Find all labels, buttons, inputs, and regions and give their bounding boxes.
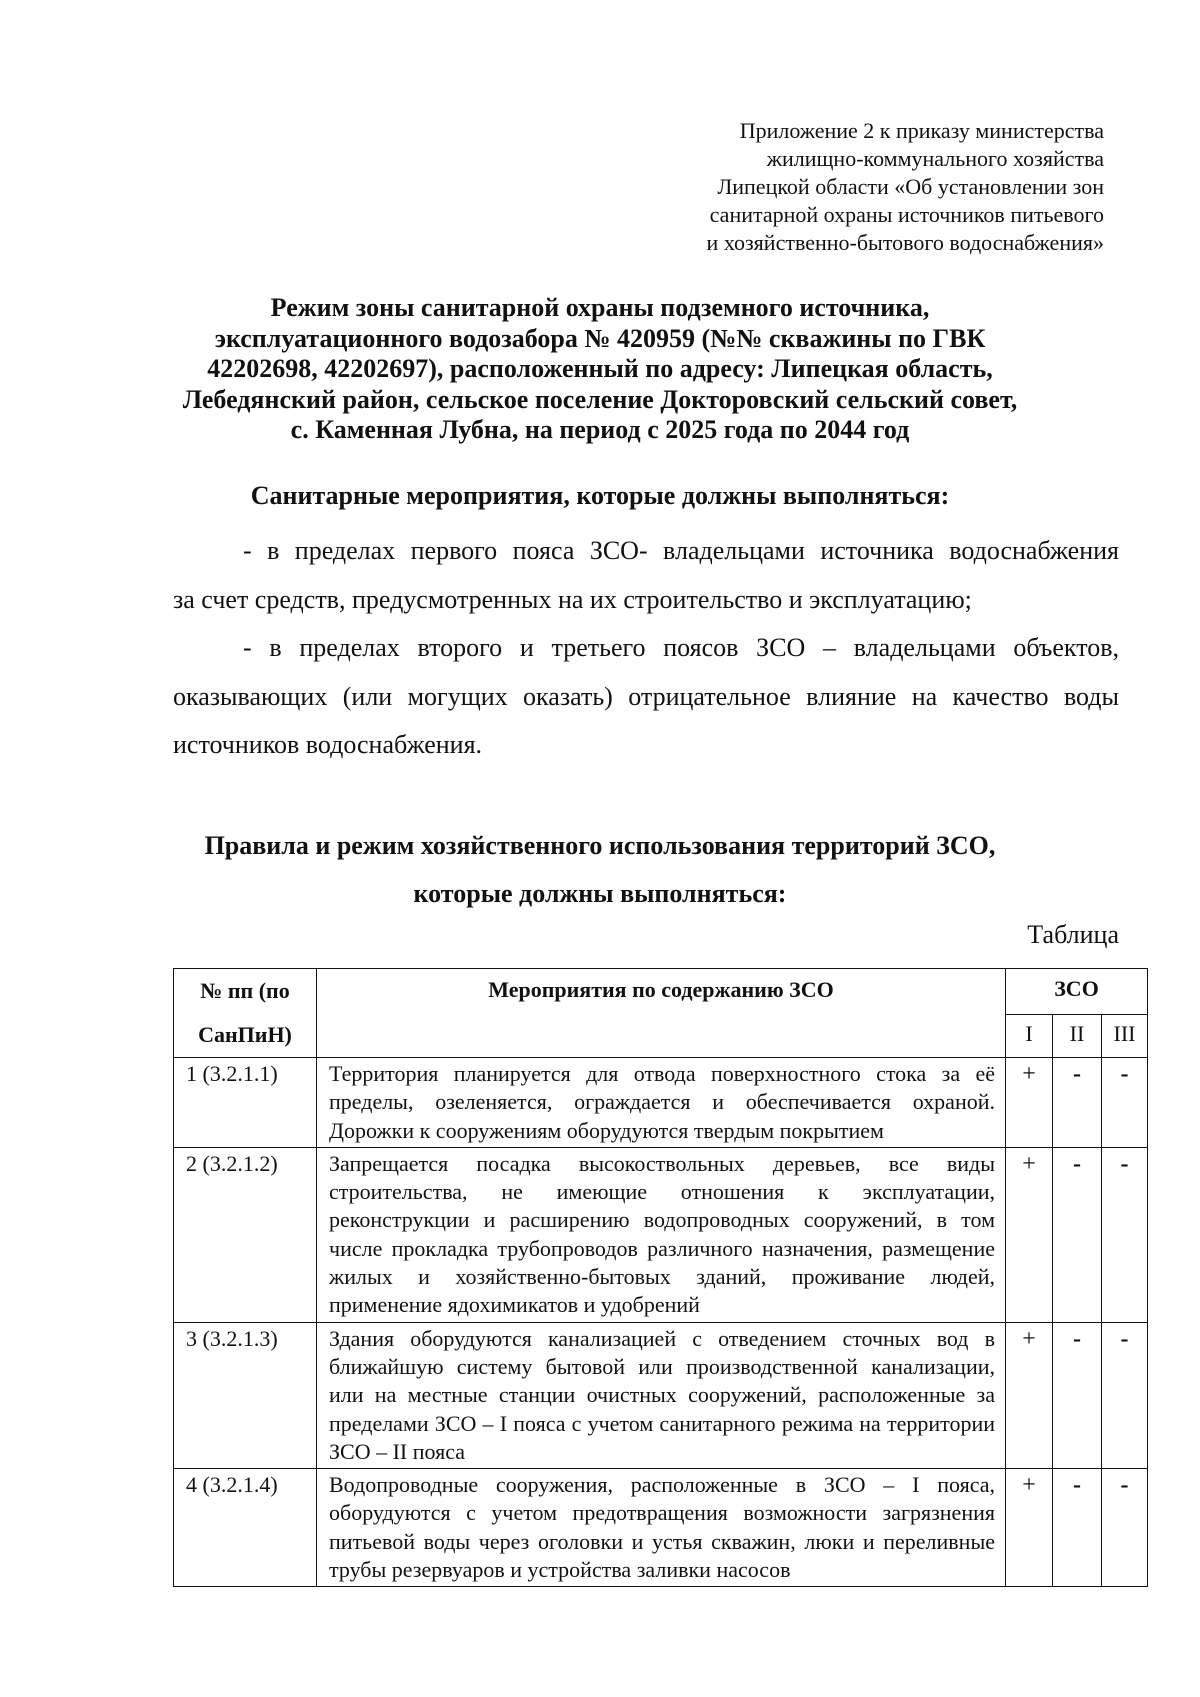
sanitary-measures-text: [173, 527, 1119, 770]
mark-belt-ii: -: [1053, 1058, 1102, 1148]
sanitary-measures-heading: Санитарные мероприятия, которые должны выполняться:: [250, 481, 950, 510]
mark-belt-i: +: [1006, 1147, 1053, 1322]
body-line: за счет средств, предусмотренных на их строительство и эксплуатацию;: [173, 584, 972, 614]
mark-belt-i: +: [1006, 1469, 1053, 1587]
document-title: [130, 293, 1070, 446]
body-line: оказывающих (или могущих оказать) отрицательное влияние на качество воды: [173, 681, 1119, 711]
header-row-number: № пп (по СанПиН): [174, 969, 317, 1058]
measure-line: Территория планируется для отвода поверхностного стока за её: [329, 1061, 995, 1086]
appendix-line: Липецкой области «Об установлении зон: [717, 174, 1104, 199]
measure-line: Здания оборудуются канализацией с отведением сточных вод в: [329, 1325, 995, 1351]
header-measures: Мероприятия по содержанию ЗСО: [317, 969, 1006, 1058]
measure-line: пределы, озеленяется, ограждается и обеспечивается охраной.: [329, 1089, 995, 1115]
measure-line: расположенные за пределами ЗСО – I пояса с учетом: [329, 1382, 996, 1436]
appendix-line: санитарной охраны источников питьевого: [709, 202, 1104, 227]
appendix-note: [544, 117, 1104, 257]
mark-belt-iii: -: [1102, 1322, 1148, 1468]
mark-belt-ii: -: [1053, 1469, 1102, 1587]
measure-line: насосов: [716, 1557, 791, 1583]
mark-belt-i: +: [1006, 1322, 1053, 1468]
row-number: 3 (3.2.1.3): [174, 1322, 317, 1468]
measure-line: загрязнения питьевой воды через оголовки и устья скважин,: [329, 1500, 995, 1554]
measure-line: Водопроводные сооружения, расположенные в ЗСО – I пояса,: [329, 1472, 995, 1498]
appendix-line: и хозяйственно-бытового водоснабжения»: [706, 230, 1104, 255]
measure-line: Запрещается посадка высокоствольных деревьев, все виды: [329, 1150, 995, 1176]
measure-line: люки и переливные трубы резервуаров и устройства заливки: [329, 1528, 995, 1583]
body-line: - в пределах второго и третьего поясов ЗСО – владельцами объектов,: [243, 633, 1119, 662]
title-line: Лебедянский район, сельское поселение Докторовский сельский совет,: [182, 384, 1018, 414]
mark-belt-iii: -: [1102, 1147, 1148, 1322]
table-label: Таблица: [1027, 920, 1119, 949]
rules-heading-line: которые должны выполняться:: [413, 879, 787, 908]
mark-belt-i: +: [1006, 1058, 1053, 1148]
mark-belt-ii: -: [1053, 1322, 1102, 1468]
header-zso: ЗСО: [1006, 969, 1148, 1015]
table-row: [174, 1147, 1148, 1322]
measure-line: размещение жилых и хозяйственно-бытовых зданий,: [329, 1235, 995, 1290]
row-number: 4 (3.2.1.4): [174, 1469, 317, 1587]
measure-line: оборудуются с учетом предотвращения возможности: [329, 1500, 867, 1526]
measure-line: канализации, или на местные станции очистных сооружений,: [329, 1353, 995, 1408]
appendix-line: Приложение 2 к приказу министерства: [739, 118, 1104, 143]
mark-belt-iii: -: [1102, 1058, 1148, 1148]
header-belt-ii: II: [1053, 1014, 1102, 1057]
title-line: эксплуатационного водозабора № 420959 (№№ скважины по ГВК: [214, 323, 986, 353]
row-measure: [317, 1058, 1006, 1148]
measure-line: строительства, не имеющие отношения к эксплуатации,: [329, 1179, 995, 1205]
rules-heading-line: Правила и режим хозяйственного использования территорий ЗСО,: [204, 831, 996, 860]
body-line: источников водоснабжения.: [173, 730, 483, 759]
zso-measures-table: [173, 968, 1148, 1587]
measure-line: Дорожки к сооружениям оборудуются твердым покрытием: [329, 1117, 884, 1143]
row-measure: [317, 1147, 1006, 1322]
measure-line: реконструкции и расширению водопроводных сооружений, в: [329, 1207, 948, 1233]
title-line: с. Каменная Лубна, на период с 2025 года по 2044 год: [290, 415, 910, 444]
measure-line: проживание людей, применение ядохимикатов и удобрений: [329, 1264, 995, 1318]
measure-line: том числе прокладка трубопроводов различного назначения,: [329, 1207, 995, 1261]
body-line: - в пределах первого пояса ЗСО- владельцами источника водоснабжения: [243, 536, 1119, 565]
mark-belt-iii: -: [1102, 1469, 1148, 1587]
title-line: Режим зоны санитарной охраны подземного источника,: [270, 293, 930, 322]
appendix-line: жилищно-коммунального хозяйства: [766, 146, 1104, 171]
measure-line: ближайшую систему бытовой или производственной: [329, 1353, 858, 1379]
row-measure: [317, 1322, 1006, 1468]
table-row: [174, 1058, 1148, 1148]
title-line: 42202698, 42202697), расположенный по адресу: Липецкая область,: [207, 354, 993, 383]
rules-heading: [140, 822, 1060, 918]
header-belt-i: I: [1006, 1014, 1053, 1057]
table-row: [174, 1322, 1148, 1468]
header-belt-iii: III: [1102, 1014, 1148, 1057]
table-row: [174, 1469, 1148, 1587]
row-number: 1 (3.2.1.1): [174, 1058, 317, 1148]
row-measure: [317, 1469, 1006, 1587]
mark-belt-ii: -: [1053, 1147, 1102, 1322]
row-number: 2 (3.2.1.2): [174, 1147, 317, 1322]
measure-line: санитарного режима на территории ЗСО – II пояса: [329, 1410, 996, 1464]
